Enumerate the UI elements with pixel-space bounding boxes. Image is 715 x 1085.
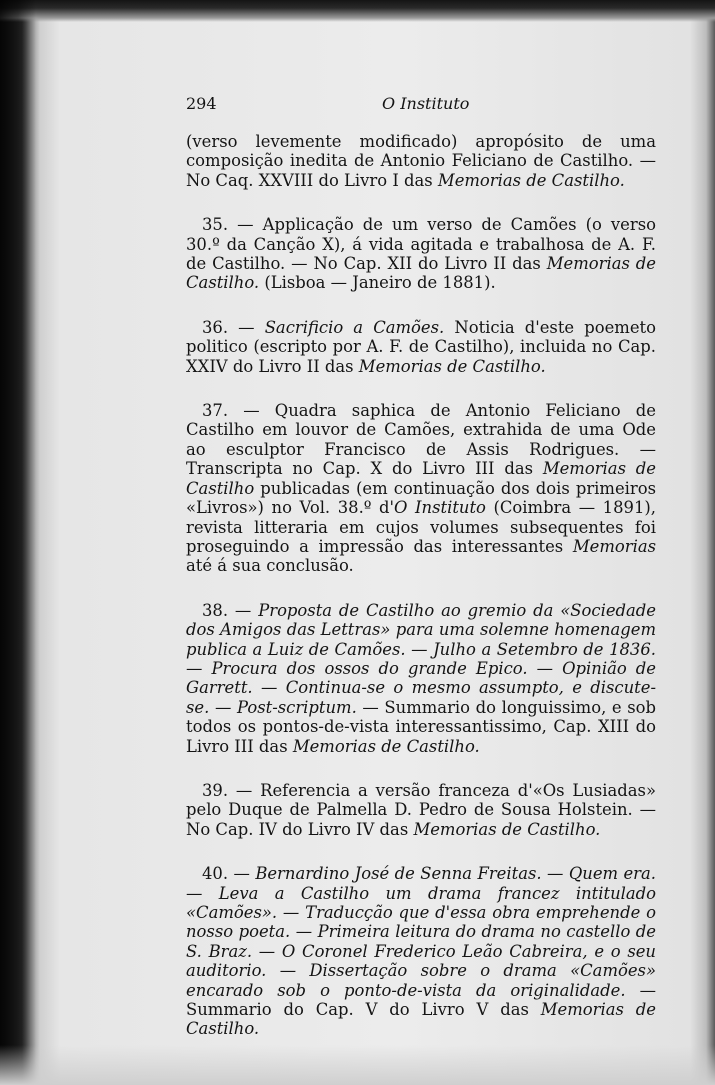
running-title: O Instituto bbox=[382, 94, 470, 113]
entry-35 bbox=[186, 215, 656, 293]
text-run: (Coimbra — 1891), revista litteraria em cujos volumes subsequentes foi proseguindo a impressão das interessantes bbox=[186, 498, 656, 556]
text-run: 35. — Applicação de um verso de Camões (o verso 30.º da Canção X), á vida agitada e trabalhosa de A. F. de Castilho. — No Cap. XII do Livro II das bbox=[186, 215, 656, 274]
entry-38 bbox=[186, 601, 656, 756]
text-run: 36. — bbox=[202, 317, 265, 337]
italic-text-run: Memorias de Castilho bbox=[186, 459, 656, 498]
text-run: (verso levemente modificado) apropósito de uma composição inedita de Antonio Feliciano de Castilho. — No Caq. XXVIII do Livro I das bbox=[186, 132, 656, 190]
italic-text-run: Memorias de Castilho. bbox=[186, 254, 656, 293]
book-spine-shadow bbox=[0, 0, 36, 1085]
text-run: 37. — Quadra saphica de Antonio Feliciano de Castilho em louvor de Camões, extrahida de uma Ode ao esculptor Francisco de Assis Rodrigues. — Transcripta no Cap. X do Livro III das bbox=[186, 401, 656, 479]
entry-continuation bbox=[186, 132, 656, 190]
book-page bbox=[186, 88, 656, 1039]
text-run: Noticia d'este poemeto politico (escripto por A. F. de Castilho), incluida no Cap. XXIV do Livro II das bbox=[186, 317, 656, 376]
italic-text-run: Bernardino José de Senna Freitas. — Quem era. — Leva a Castilho um drama francez intitulado «Camões». — Traducção que d'essa obra emprehende o nosso poeta. — Primeira leitura do drama no castello de S. Braz. — O Coronel Frederico Leão Cabreira, e o seu auditorio. — Dissertação sobre o drama «Camões» encarado sob o ponto-de-vista da originalidade. bbox=[186, 864, 656, 1000]
italic-text-run: O Instituto bbox=[394, 498, 486, 518]
text-run: até á sua conclusão. bbox=[186, 556, 354, 576]
entry-39 bbox=[186, 781, 656, 839]
text-run: (Lisboa — Janeiro de 1881). bbox=[259, 273, 496, 293]
text-run: 40. — bbox=[202, 864, 256, 884]
text-run: — Summario do Cap. V do Livro V das bbox=[186, 980, 656, 1020]
italic-text-run: Memorias de Castilho. bbox=[292, 736, 480, 756]
italic-text-run: Memorias de Castilho. bbox=[437, 170, 625, 190]
italic-text-run: Memorias de Castilho. bbox=[413, 819, 601, 839]
page-bottom-edge bbox=[0, 1045, 715, 1085]
page-top-edge bbox=[0, 0, 715, 22]
text-run: 38. — bbox=[202, 600, 259, 620]
text-run: publicadas (em continuação dos dois primeiros «Livros») no Vol. 38.º d' bbox=[186, 478, 656, 518]
entry-37 bbox=[186, 401, 656, 576]
italic-text-run: Sacrificio a Camões. bbox=[264, 317, 445, 337]
italic-text-run: Memorias de Castilho. bbox=[358, 356, 546, 376]
entry-36 bbox=[186, 318, 656, 376]
page-header bbox=[186, 88, 656, 118]
italic-text-run: Memorias de Castilho. bbox=[186, 1000, 656, 1039]
text-run: — Summario do longuissimo, e sob todos os pontos-de-vista interessantissimo, Cap. XIII do Livro III das bbox=[186, 697, 656, 756]
entry-40 bbox=[186, 864, 656, 1039]
page-number: 294 bbox=[186, 94, 217, 113]
text-run: 39. — Referencia a versão franceza d'«Os Lusiadas» pelo Duque de Palmella D. Pedro de Sousa Holstein. — No Cap. IV do Livro IV das bbox=[186, 780, 656, 839]
italic-text-run: Memorias bbox=[572, 536, 656, 556]
italic-text-run: Proposta de Castilho ao gremio da «Sociedade dos Amigos das Lettras» para uma solemne homenagem publica a Luiz de Camões. — Julho a Setembro de 1836. — Procura dos ossos do grande Epico. — Opinião de Garrett. — Continua-se o mesmo assumpto, e discute-se. — Post-scriptum. bbox=[186, 600, 656, 717]
